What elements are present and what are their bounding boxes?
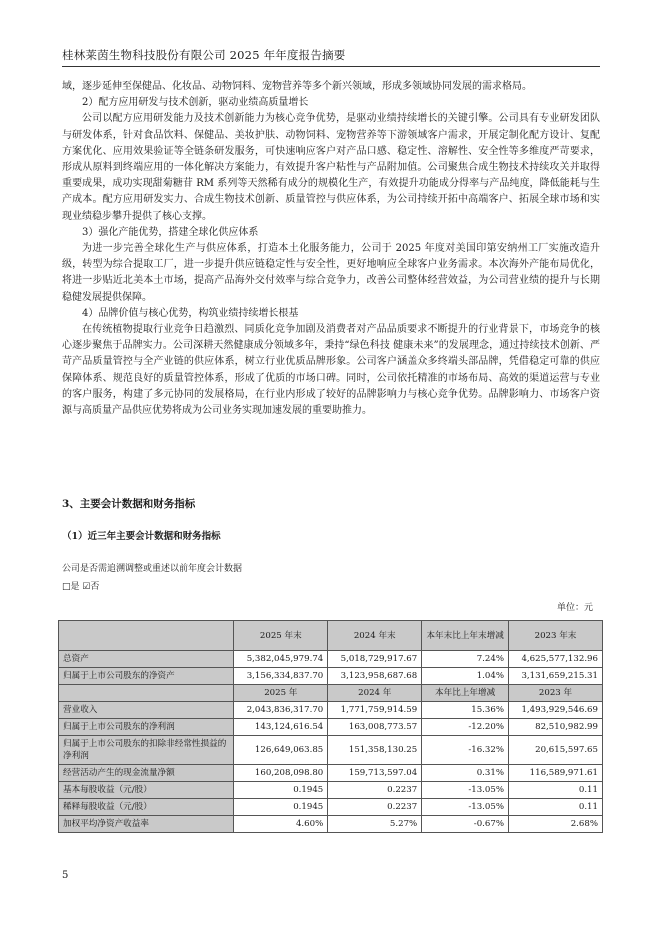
paragraph-heading: 2）配方应用研发与技术创新，驱动业绩高质量增长 [82,97,309,109]
paragraph: 公司以配方应用研发能力及技术创新能力为核心竞争优势，是驱动业绩持续增长的关键引擎。公司具有专业研发团队与研发体系，针对食品饮料、保健品、美妆护肤、动物饲料、宠物营养等下游领域客户需求，开展定制化配方设计、复配方案优化、应用效果验证等全链条研发服务，可快速响应客户对产品口感、稳定性、溶解性、安全性等多维度严苛要求，形成从原料到终端应用的一体化解决方案能力，有效提升客户粘性与产品附加值。公司聚焦合成生物技术持续攻关并取得重要成果，成功实现甜菊糖苷 RM 系列等天然稀有成分的规模化生产，有效提升功能成分得率与产品纯度，降低能耗与生产成本。配方应用研发实力、合成生物技术创新、质量管控与供应体系，为公司持续开拓中高端客户、拓展全球市场和实现业绩稳步攀升提供了核心支撑。 [62,113,600,222]
table-cell: 3,123,958,687.68 [328,668,422,685]
table-cell: 2.68% [509,816,603,833]
table-header-cell: 本年末比上年末增减 [422,621,509,651]
paragraph: 在传统植物提取行业竞争日趋激烈、同质化竞争加剧及消费者对产品品质要求不断提升的行业背景下，市场竞争的核心逐步聚焦于品牌实力。公司深耕天然健康成分领域多年，秉持“绿色科技 健康未来”的发展理念，通过持续技术创新、严苛产品质量管控与全产业链的供应体系，树立行业优质品牌形象。公司客户涵盖众多终端头部品牌，凭借稳定可靠的供应保障体系、规范良好的质量管控体系，形成了优质的市场口碑。同时，公司依托精准的市场布局、高效的渠道运营与专业的客户服务，构建了多元协同的发展格局，在行业内形成了较好的品牌影响力与核心竞争优势。品牌影响力、市场客户资源与高质量产品供应优势将成为公司业务实现加速发展的重要助推力。 [62,324,600,417]
table-cell: 5,018,729,917.67 [328,651,422,668]
table-cell: -13.05% [422,799,509,816]
table-cell: 3,156,334,837.70 [234,668,328,685]
financial-data-table [58,620,603,833]
table-cell: 3,131,659,215.31 [509,668,603,685]
restate-answer: □是 ☑否 [62,582,100,592]
table-header-cell: 2023 年末 [509,621,603,651]
table-cell: 0.31% [422,765,509,782]
table-row [59,736,603,765]
row-label: 归属于上市公司股东的净资产 [59,668,234,685]
section-title: 3、主要会计数据和财务指标 [62,498,196,510]
table-cell: 0.11 [509,782,603,799]
table-cell: 0.2237 [328,782,422,799]
row-label: 基本每股收益（元/股） [59,782,234,799]
body-text [62,79,600,419]
table-row [59,765,603,782]
table-subheader-row [59,685,603,702]
table-cell: 151,358,130.25 [328,736,422,765]
table-header-cell: 本年比上年增减 [422,685,509,702]
table-row [59,668,603,685]
table-row [59,782,603,799]
table-row [59,651,603,668]
restate-question: 公司是否需追溯调整或重述以前年度会计数据 [62,564,243,574]
table-cell: 116,589,971.61 [509,765,603,782]
report-header: 桂林莱茵生物科技股份有限公司 2025 年年度报告摘要 [62,48,346,62]
table-row [59,702,603,719]
table-cell: 4.60% [234,816,328,833]
row-label: 归属于上市公司股东的扣除非经常性损益的净利润 [59,736,234,765]
paragraph: 域，逐步延伸至保健品、化妆品、动物饲料、宠物营养等多个新兴领域，形成多领域协同发展的需求格局。 [62,81,532,92]
table-cell: 0.11 [509,799,603,816]
table-row [59,816,603,833]
paragraph: 为进一步完善全球化生产与供应体系，打造本土化服务能力，公司于 2025 年度对美国印第安纳州工厂实施改造升级，转型为综合提取工厂，进一步提升供应链稳定性与安全性，更好地响应全球客户业务需求。本次海外产能布局优化，将进一步贴近北美本土市场，提高产品海外交付效率与综合竞争力，改善公司整体经营效益，为公司营业绩的提升与长期稳健发展提供保障。 [62,243,600,303]
table-cell: 4,625,577,132.96 [509,651,603,668]
table-header-cell: 2025 年末 [234,621,328,651]
row-label: 稀释每股收益（元/股） [59,799,234,816]
table-cell: 15.36% [422,702,509,719]
table-cell: -12.20% [422,719,509,736]
table-cell: 20,615,597.65 [509,736,603,765]
subsection-title: （1）近三年主要会计数据和财务指标 [62,531,221,542]
table-cell: -16.32% [422,736,509,765]
page-number: 5 [62,870,69,881]
table-cell: 1,771,759,914.59 [328,702,422,719]
table-cell: 2,043,836,317.70 [234,702,328,719]
row-label: 归属于上市公司股东的净利润 [59,719,234,736]
table-cell: 5,382,045,979.74 [234,651,328,668]
table-header-cell: 2024 年末 [328,621,422,651]
table-header-cell [59,621,234,651]
table-header-cell [59,685,234,702]
table-cell: 0.1945 [234,782,328,799]
table-cell: 1.04% [422,668,509,685]
table-cell: 7.24% [422,651,509,668]
table-cell: 159,713,597.04 [328,765,422,782]
table-cell: 143,124,616.54 [234,719,328,736]
table-header-cell: 2025 年 [234,685,328,702]
row-label: 加权平均净资产收益率 [59,816,234,833]
table-cell: 5.27% [328,816,422,833]
table-header-row [59,621,603,651]
table-cell: -0.67% [422,816,509,833]
table-cell: 126,649,063.85 [234,736,328,765]
table-cell: 160,208,098.80 [234,765,328,782]
paragraph-heading: 4）品牌价值与核心优势，构筑业绩持续增长根基 [82,307,299,319]
table-cell: 0.1945 [234,799,328,816]
header-divider [62,66,600,67]
table-header-cell: 2024 年 [328,685,422,702]
table-cell: 82,510,982.99 [509,719,603,736]
table-cell: 163,008,773.57 [328,719,422,736]
table-row [59,799,603,816]
table-cell: 0.2237 [328,799,422,816]
row-label: 经营活动产生的现金流量净额 [59,765,234,782]
table-row [59,719,603,736]
table-header-cell: 2023 年 [509,685,603,702]
table-cell: 1,493,929,546.69 [509,702,603,719]
row-label: 总资产 [59,651,234,668]
table-cell: -13.05% [422,782,509,799]
row-label: 营业收入 [59,702,234,719]
unit-label: 单位：元 [556,603,593,613]
paragraph-heading: 3）强化产能优势，搭建全球化供应体系 [82,226,259,238]
